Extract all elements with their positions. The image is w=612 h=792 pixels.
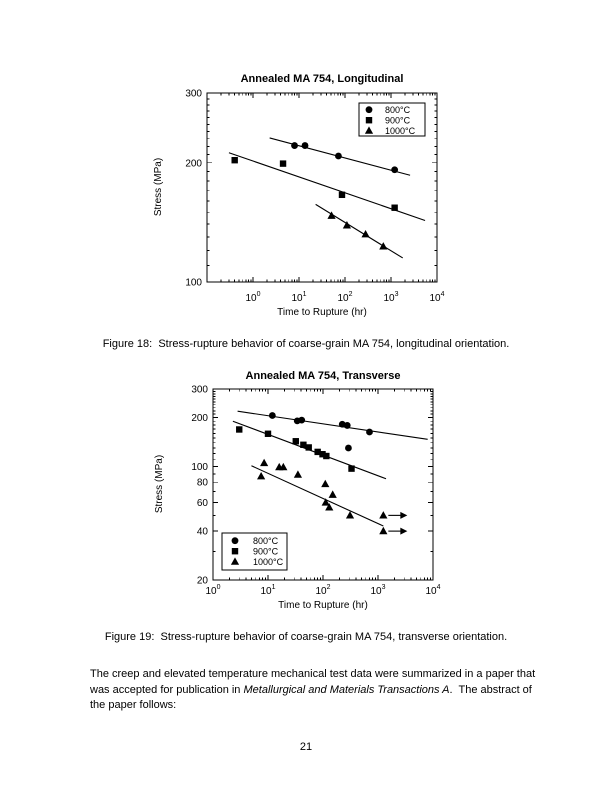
- page-number: 21: [299, 741, 313, 753]
- legend-label: 1000°C: [253, 557, 284, 567]
- x-tick-label: $10^1$: [291, 291, 307, 304]
- data-point-900°C: [391, 205, 397, 211]
- figure-19-x-axis-label: Time to Rupture (hr): [278, 600, 368, 611]
- data-point-800°C: [302, 142, 309, 149]
- legend-marker-icon: [366, 117, 372, 123]
- legend-label: 800°C: [253, 536, 279, 546]
- data-point-1000°C: [379, 511, 387, 518]
- data-point-1000°C: [329, 490, 337, 497]
- x-tick-label: $10^1$: [260, 584, 276, 597]
- trend-line-1000°C: [251, 466, 383, 526]
- y-tick-label: 20: [196, 575, 208, 587]
- figure-19-caption: Figure 19: Stress-rupture behavior of coarse-grain MA 754, transverse orientation.: [104, 631, 508, 643]
- data-point-900°C: [306, 444, 312, 450]
- figure-18-title: Annealed MA 754, Longitudinal: [240, 73, 404, 85]
- data-point-800°C: [345, 445, 352, 452]
- figure-19-y-axis-label: Stress (MPa): [154, 454, 165, 514]
- data-point-1000°C: [257, 472, 265, 479]
- legend-marker-icon: [232, 537, 239, 544]
- y-tick-label: 300: [185, 88, 202, 100]
- runout-arrowhead-icon: [400, 528, 407, 535]
- data-point-900°C: [265, 431, 271, 437]
- data-point-1000°C: [321, 480, 329, 487]
- data-point-900°C: [293, 438, 299, 444]
- x-tick-label: $10^3$: [370, 584, 386, 597]
- body-text-segment: The creep and elevated temperature mechanical test data were summarized in a paper that was accepted for publication in: [90, 668, 539, 696]
- data-point-1000°C: [379, 242, 387, 249]
- x-tick-label: $10^4$: [425, 584, 441, 597]
- y-tick-label: 200: [185, 158, 202, 170]
- x-tick-label: $10^3$: [383, 291, 399, 304]
- body-paragraph: [90, 667, 542, 714]
- y-tick-label: 200: [191, 413, 208, 425]
- journal-name-italic: Metallurgical and Materials Transactions A: [243, 683, 450, 696]
- runout-arrowhead-icon: [400, 512, 407, 519]
- legend-label: 1000°C: [385, 126, 416, 136]
- x-tick-label: $10^0$: [245, 291, 261, 304]
- y-tick-label: 80: [196, 477, 208, 489]
- data-point-900°C: [236, 426, 242, 432]
- data-point-900°C: [280, 160, 286, 166]
- y-tick-label: 60: [196, 498, 208, 510]
- data-point-800°C: [391, 166, 398, 173]
- data-point-900°C: [339, 192, 345, 198]
- figure-18-chart: [140, 66, 460, 326]
- data-point-800°C: [298, 417, 305, 424]
- data-point-1000°C: [260, 459, 268, 466]
- legend-marker-icon: [232, 548, 238, 554]
- figure-19-title: Annealed MA 754, Transverse: [245, 370, 401, 382]
- trend-line-1000°C: [316, 204, 403, 258]
- body-text-segment: . The abstract of the paper follows:: [90, 683, 535, 711]
- data-point-800°C: [291, 142, 298, 149]
- figure-18-x-axis-label: Time to Rupture (hr): [277, 307, 367, 318]
- y-tick-label: 100: [191, 461, 208, 473]
- data-point-900°C: [231, 157, 237, 163]
- legend-label: 800°C: [385, 105, 411, 115]
- y-tick-label: 40: [196, 526, 208, 538]
- x-tick-label: $10^2$: [315, 584, 331, 597]
- legend-marker-icon: [366, 106, 373, 113]
- y-tick-label: 100: [185, 277, 202, 289]
- figure-18-caption: Figure 18: Stress-rupture behavior of coarse-grain MA 754, longitudinal orientation.: [102, 338, 510, 350]
- x-tick-label: $10^0$: [205, 584, 221, 597]
- data-point-900°C: [323, 453, 329, 459]
- y-tick-label: 300: [191, 384, 208, 396]
- data-point-800°C: [335, 153, 342, 160]
- data-point-1000°C: [379, 527, 387, 534]
- legend-label: 900°C: [385, 115, 411, 126]
- data-point-800°C: [344, 422, 351, 429]
- figure-18-y-axis-label: Stress (MPa): [153, 157, 164, 217]
- data-point-800°C: [269, 412, 276, 419]
- x-tick-label: $10^2$: [337, 291, 353, 304]
- data-point-900°C: [348, 465, 354, 471]
- data-point-800°C: [366, 429, 373, 436]
- data-point-1000°C: [294, 470, 302, 477]
- x-tick-label: $10^4$: [429, 291, 445, 304]
- figure-19-chart: [140, 363, 460, 625]
- legend-label: 900°C: [253, 546, 279, 557]
